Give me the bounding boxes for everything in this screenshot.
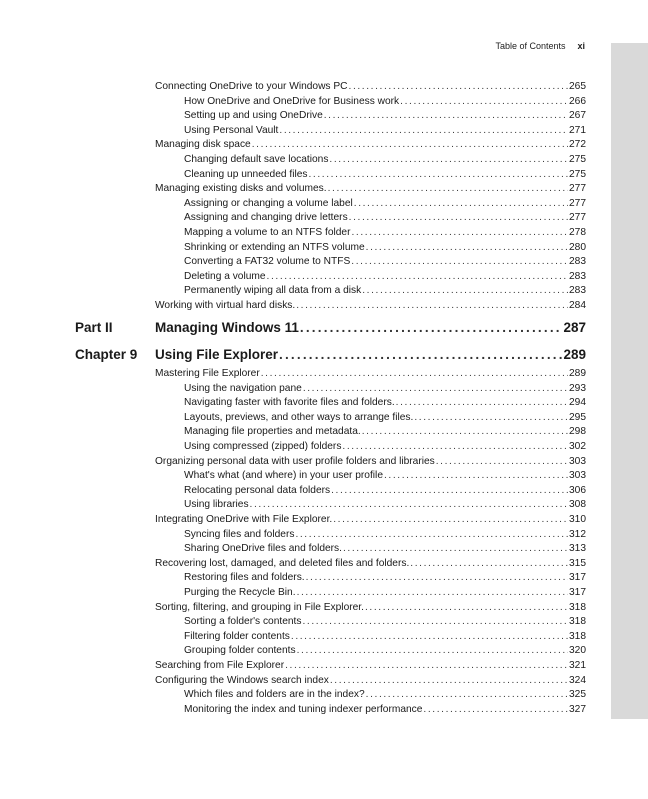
entry-title: Managing existing disks and volumes. <box>155 183 327 195</box>
entry-page-number: 308 <box>569 499 586 511</box>
dot-leader <box>384 469 568 483</box>
dot-leader <box>300 319 563 337</box>
toc-subsection-entry[interactable] <box>184 571 586 585</box>
entry-page-number: 272 <box>569 139 586 151</box>
dot-leader <box>302 615 568 629</box>
toc-subsection-entry[interactable] <box>184 153 586 167</box>
entry-page-number: 318 <box>569 616 586 628</box>
toc-section-entry[interactable] <box>155 513 586 527</box>
toc-subsection-entry[interactable] <box>184 630 586 644</box>
entry-title: Layouts, previews, and other ways to arrange files. <box>184 411 414 423</box>
toc-section-entry[interactable] <box>155 299 586 313</box>
entry-title: Mapping a volume to an NTFS folder <box>184 227 351 238</box>
toc-section-entry[interactable] <box>155 367 586 381</box>
entry-page-number: 317 <box>569 572 586 584</box>
entry-title: Sharing OneDrive files and folders. <box>184 543 342 555</box>
toc-section-entry[interactable] <box>155 182 586 196</box>
toc-subsection-entry[interactable] <box>184 542 586 556</box>
entry-page-number: 327 <box>569 703 586 715</box>
toc-subsection-entry[interactable] <box>184 95 586 109</box>
entry-page-number: 265 <box>569 81 586 92</box>
entry-title: Setting up and using OneDrive <box>184 110 323 122</box>
dot-leader <box>366 241 568 255</box>
entry-title: Integrating OneDrive with File Explorer. <box>155 514 333 525</box>
dot-leader <box>365 601 568 615</box>
entry-title: Assigning or changing a volume label <box>184 197 353 209</box>
entry-page-number: 267 <box>569 110 586 122</box>
dot-leader <box>354 197 568 211</box>
entry-title: Deleting a volume <box>184 270 266 282</box>
chapter-heading[interactable] <box>155 346 586 364</box>
entry-page-number: 324 <box>569 674 586 686</box>
entry-page-number: 293 <box>569 382 586 394</box>
dot-leader <box>279 124 568 138</box>
entry-page-number: 280 <box>569 241 586 253</box>
dot-leader <box>351 255 568 269</box>
header-title: Table of Contents <box>495 41 566 51</box>
toc-subsection-entry[interactable] <box>184 124 586 138</box>
entry-page-number: 266 <box>569 95 586 107</box>
toc-section-entry[interactable] <box>155 601 586 615</box>
entry-page-number: 294 <box>569 397 586 409</box>
toc-subsection-entry[interactable] <box>184 586 586 600</box>
entry-title: Shrinking or extending an NTFS volume <box>184 241 365 253</box>
dot-leader <box>362 284 568 298</box>
entry-title: Using libraries <box>184 499 249 511</box>
toc-subsection-entry[interactable] <box>184 255 586 269</box>
entry-page-number: 315 <box>569 557 586 569</box>
entry-page-number: 318 <box>569 630 586 642</box>
dot-leader <box>396 396 568 410</box>
part-heading[interactable] <box>155 319 586 337</box>
entry-title: Syncing files and folders <box>184 528 295 540</box>
entry-page-number: 271 <box>569 124 586 136</box>
toc-subsection-entry[interactable] <box>184 703 586 717</box>
dot-leader <box>331 484 568 498</box>
entry-title: Working with virtual hard disks. <box>155 300 296 311</box>
toc-subsection-entry[interactable] <box>184 284 586 298</box>
chapter-page: 289 <box>563 347 586 362</box>
entry-title: Permanently wiping all data from a disk <box>184 285 362 297</box>
entry-page-number: 283 <box>569 256 586 268</box>
entry-page-number: 298 <box>569 426 586 438</box>
part-title: Managing Windows 11 <box>155 320 299 335</box>
dot-leader <box>328 182 568 196</box>
toc-section-entry[interactable] <box>155 455 586 469</box>
entry-title: Configuring the Windows search index <box>155 674 329 686</box>
dot-leader <box>343 542 568 556</box>
dot-leader <box>362 425 568 439</box>
toc-section-entry[interactable] <box>155 674 586 688</box>
header-page-number: xi <box>577 41 585 51</box>
entry-title: Using the navigation pane <box>184 382 302 394</box>
dot-leader <box>423 703 568 717</box>
entry-title: Purging the Recycle Bin. <box>184 587 296 598</box>
entry-title: Grouping folder contents <box>184 645 296 657</box>
dot-leader <box>342 440 568 454</box>
entry-page-number: 277 <box>569 212 586 224</box>
dot-leader <box>333 513 568 527</box>
entry-page-number: 275 <box>569 154 586 165</box>
entry-title: How OneDrive and OneDrive for Business work <box>184 95 400 107</box>
entry-title: Managing file properties and metadata. <box>184 426 361 438</box>
toc-subsection-entry[interactable] <box>184 109 586 123</box>
entry-title: Organizing personal data with user profile folders and libraries <box>155 455 435 467</box>
entry-page-number: 321 <box>569 660 586 671</box>
toc-subsection-entry[interactable] <box>184 241 586 255</box>
dot-leader <box>308 168 568 182</box>
entry-title: Which files and folders are in the index? <box>184 689 365 701</box>
entry-title: Filtering folder contents <box>184 630 290 642</box>
dot-leader <box>351 226 568 240</box>
dot-leader <box>414 411 568 425</box>
entry-page-number: 320 <box>569 645 586 657</box>
dot-leader <box>279 346 562 364</box>
entry-page-number: 283 <box>569 270 586 282</box>
entry-title: Using compressed (zipped) folders <box>184 441 342 452</box>
running-header <box>495 41 585 51</box>
toc-subsection-entry[interactable] <box>184 382 586 396</box>
entry-page-number: 277 <box>569 183 586 195</box>
entry-page-number: 318 <box>569 601 586 613</box>
entry-title: Relocating personal data folders <box>184 484 331 496</box>
entry-page-number: 284 <box>569 300 586 311</box>
entry-page-number: 275 <box>569 168 586 180</box>
toc-section-entry[interactable] <box>155 659 586 673</box>
entry-title: Sorting, filtering, and grouping in File Explorer. <box>155 601 364 613</box>
entry-page-number: 303 <box>569 470 586 482</box>
dot-leader <box>267 270 568 284</box>
toc-subsection-entry[interactable] <box>184 270 586 284</box>
entry-page-number: 303 <box>569 455 586 467</box>
entry-title: Navigating faster with favorite files and folders. <box>184 397 395 409</box>
toc-subsection-entry[interactable] <box>184 615 586 629</box>
toc-subsection-entry[interactable] <box>184 197 586 211</box>
toc-subsection-entry[interactable] <box>184 528 586 542</box>
part-page: 287 <box>563 320 586 335</box>
toc-section-entry[interactable] <box>155 138 586 152</box>
toc-subsection-entry[interactable] <box>184 226 586 240</box>
toc-subsection-entry[interactable] <box>184 440 586 454</box>
dot-leader <box>329 153 568 167</box>
dot-leader <box>296 299 568 313</box>
entry-page-number: 277 <box>569 197 586 209</box>
entry-page-number: 312 <box>569 528 586 540</box>
chapter-title: Using File Explorer <box>155 347 279 362</box>
entry-page-number: 278 <box>569 227 586 238</box>
dot-leader <box>306 571 568 585</box>
entry-page-number: 313 <box>569 543 586 555</box>
entry-title: Sorting a folder's contents <box>184 616 302 628</box>
dot-leader <box>366 688 568 702</box>
toc-subsection-entry[interactable] <box>184 644 586 658</box>
toc-subsection-entry[interactable] <box>184 484 586 498</box>
entry-title: Cleaning up unneeded files <box>184 168 308 180</box>
dot-leader <box>250 498 568 512</box>
toc-subsection-entry[interactable] <box>184 211 586 225</box>
toc-subsection-entry[interactable] <box>184 425 586 439</box>
entry-page-number: 325 <box>569 689 586 701</box>
entry-title: What's what (and where) in your user profile <box>184 470 383 482</box>
toc-section-entry[interactable] <box>155 80 586 94</box>
dot-leader <box>297 644 568 658</box>
dot-leader <box>285 659 568 673</box>
entry-page-number: 310 <box>569 514 586 525</box>
entry-title: Restoring files and folders. <box>184 572 305 584</box>
entry-page-number: 302 <box>569 441 586 452</box>
toc-subsection-entry[interactable] <box>184 498 586 512</box>
part-label: Part II <box>75 320 113 335</box>
entry-title: Mastering File Explorer <box>155 368 260 379</box>
dot-leader <box>291 630 568 644</box>
entry-title: Assigning and changing drive letters <box>184 212 348 224</box>
entry-page-number: 289 <box>569 368 586 379</box>
dot-leader <box>297 586 568 600</box>
entry-title: Converting a FAT32 volume to NTFS <box>184 256 351 268</box>
entry-page-number: 295 <box>569 411 586 423</box>
dot-leader <box>400 95 568 109</box>
entry-title: Changing default save locations <box>184 154 329 165</box>
dot-leader <box>303 382 568 396</box>
chapter-label: Chapter 9 <box>75 347 138 362</box>
entry-title: Monitoring the index and tuning indexer performance <box>184 703 423 715</box>
toc-subsection-entry[interactable] <box>184 688 586 702</box>
entry-title: Recovering lost, damaged, and deleted files and folders. <box>155 557 410 569</box>
dot-leader <box>252 138 568 152</box>
entry-title: Using Personal Vault <box>184 124 279 136</box>
entry-page-number: 283 <box>569 285 586 297</box>
dot-leader <box>330 674 568 688</box>
toc-section-entry[interactable] <box>155 557 586 571</box>
entry-title: Managing disk space <box>155 139 251 151</box>
page-edge-tab <box>611 43 648 719</box>
toc-subsection-entry[interactable] <box>184 469 586 483</box>
entry-title: Connecting OneDrive to your Windows PC <box>155 81 348 92</box>
toc-subsection-entry[interactable] <box>184 168 586 182</box>
dot-leader <box>410 557 568 571</box>
dot-leader <box>349 80 568 94</box>
entry-page-number: 317 <box>569 587 586 598</box>
entry-title: Searching from File Explorer <box>155 660 285 671</box>
dot-leader <box>436 455 568 469</box>
dot-leader <box>349 211 568 225</box>
toc-subsection-entry[interactable] <box>184 396 586 410</box>
dot-leader <box>295 528 568 542</box>
entry-page-number: 306 <box>569 484 586 496</box>
dot-leader <box>261 367 568 381</box>
dot-leader <box>324 109 568 123</box>
toc-subsection-entry[interactable] <box>184 411 586 425</box>
